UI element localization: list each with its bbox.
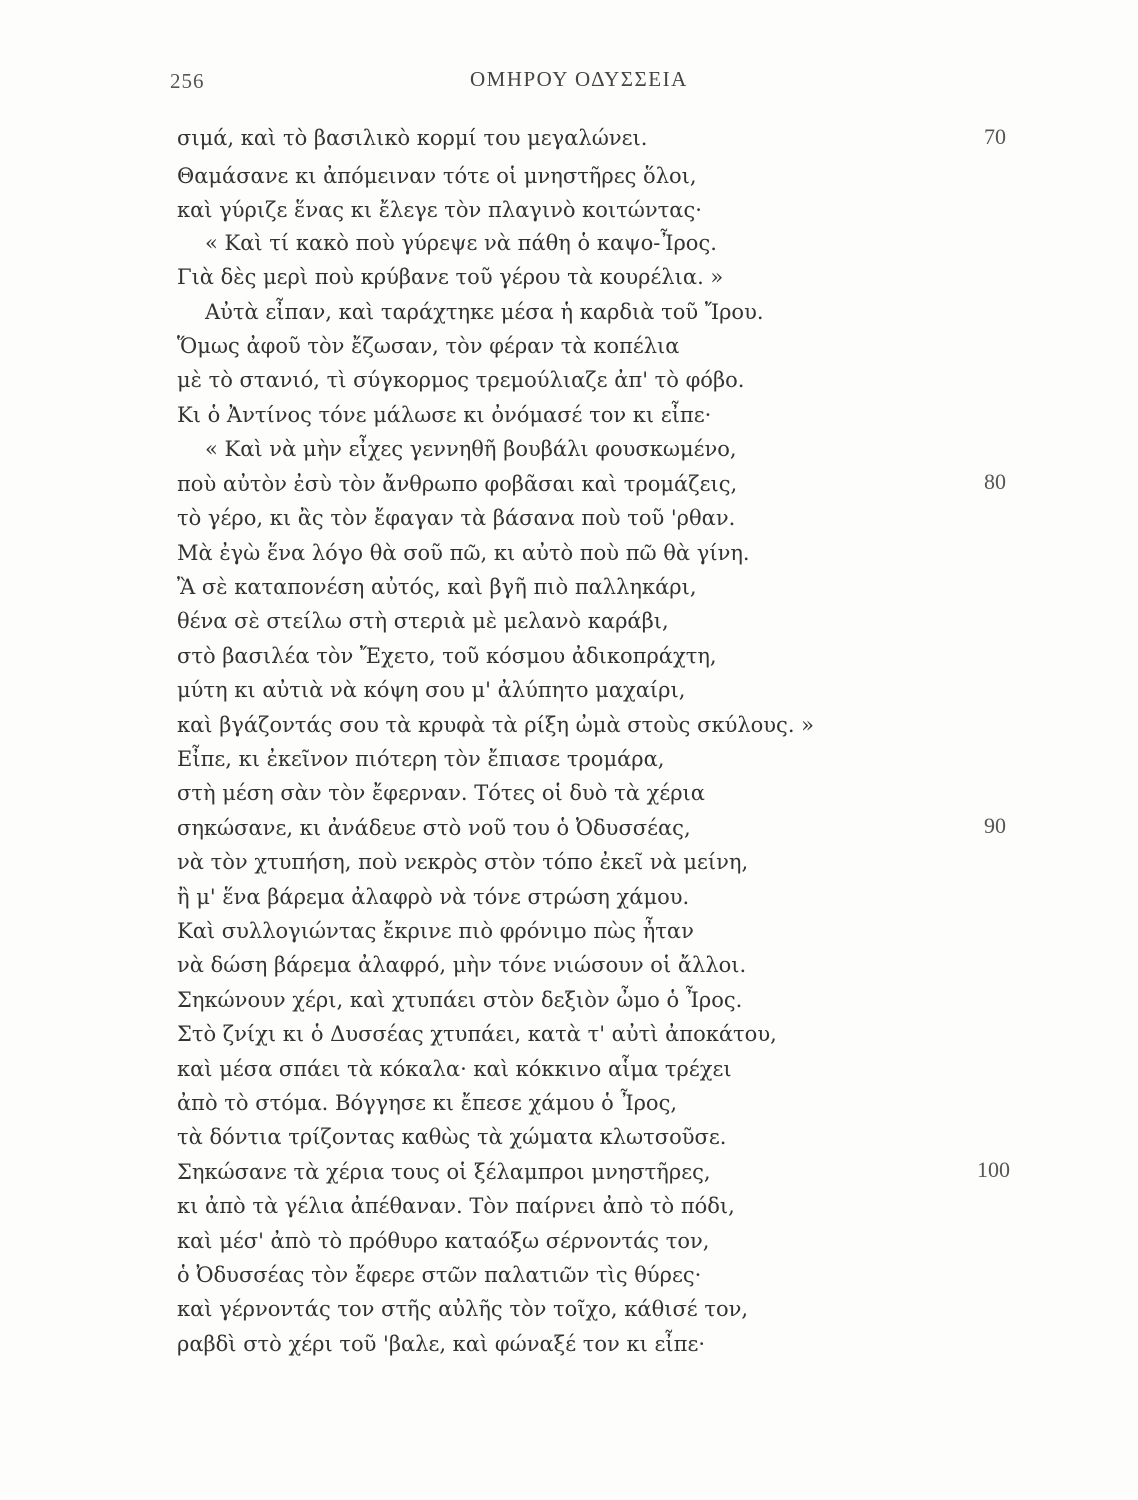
verse-line: καὶ γέρνοντάς τον στῆς αὐλῆς τὸν τοῖχο, κάθισέ τον, <box>177 1297 749 1321</box>
verse-line: καὶ μέσ' ἀπὸ τὸ πρόθυρο καταόξω σέρνοντάς τον, <box>177 1229 710 1253</box>
verse-line: τὸ γέρο, κι ἂς τὸν ἔφαγαν τὰ βάσανα ποὺ τοῦ 'ρθαν. <box>177 506 736 530</box>
verse-line: « Καὶ τί κακὸ ποὺ γύρεψε νὰ πάθη ὁ καψο-Ἶρος. <box>205 231 717 255</box>
verse-line: τὰ δόντια τρίζοντας καθὼς τὰ χώματα κλωτσοῦσε. <box>177 1125 727 1149</box>
verse-line: Σηκώσανε τὰ χέρια τους οἱ ξέλαμπροι μνηστῆρες, <box>177 1160 711 1184</box>
verse-line: ραβδὶ στὸ χέρι τοῦ 'βαλε, καὶ φώναξέ τον κι εἶπε· <box>177 1332 706 1356</box>
verse-line: σιμά, καὶ τὸ βασιλικὸ κορμί του μεγαλώνει. <box>177 126 648 150</box>
verse-line: Ὅμως ἀφοῦ τὸν ἔζωσαν, τὸν φέραν τὰ κοπέλια <box>177 334 680 358</box>
line-number: 80 <box>984 469 1006 494</box>
verse-line: Γιὰ δὲς μερὶ ποὺ κρύβανε τοῦ γέρου τὰ κουρέλια. » <box>177 265 724 289</box>
verse-line: ὁ Ὀδυσσέας τὸν ἔφερε στῶν παλατιῶν τὶς θύρες· <box>177 1263 702 1287</box>
line-number: 70 <box>984 124 1006 149</box>
verse-line: Καὶ συλλογιώντας ἔκρινε πιὸ φρόνιμο πὼς ἦταν <box>177 919 694 943</box>
verse-line: μύτη κι αὐτιὰ νὰ κόψη σου μ' ἀλύπητο μαχαίρι, <box>177 678 686 702</box>
verse-line: Εἶπε, κι ἐκεῖνον πιότερη τὸν ἔπιασε τρομάρα, <box>177 747 665 771</box>
verse-line: καὶ βγάζοντάς σου τὰ κρυφὰ τὰ ρίξη ὠμὰ στοὺς σκύλους. » <box>177 713 815 737</box>
verse-line: θένα σὲ στείλω στὴ στεριὰ μὲ μελανὸ καράβι, <box>177 609 669 633</box>
verse-line: Στὸ ζνίχι κι ὁ Δυσσέας χτυπάει, κατὰ τ' αὐτὶ ἀποκάτου, <box>177 1022 777 1046</box>
verse-line: Ἂ σὲ καταπονέση αὐτός, καὶ βγῆ πιὸ παλληκάρι, <box>177 575 697 599</box>
verse-line: ἀπὸ τὸ στόμα. Βόγγησε κι ἔπεσε χάμου ὁ Ἶρος, <box>177 1091 678 1115</box>
verse-line: στὸ βασιλέα τὸν Ἔχετο, τοῦ κόσμου ἀδικοπράχτη, <box>177 644 717 668</box>
verse-line: Μὰ ἐγὼ ἕνα λόγο θὰ σοῦ πῶ, κι αὐτὸ ποὺ πῶ θὰ γίνη. <box>177 541 750 565</box>
verse-line: σηκώσανε, κι ἀνάδευε στὸ νοῦ του ὁ Ὀδυσσέας, <box>177 816 691 840</box>
verse-line: καὶ μέσα σπάει τὰ κόκαλα· καὶ κόκκινο αἷμα τρέχει <box>177 1057 732 1081</box>
verse-line: νὰ τὸν χτυπήση, ποὺ νεκρὸς στὸν τόπο ἐκεῖ νὰ μείνη, <box>177 850 749 874</box>
verse-line: νὰ δώση βάρεμα ἀλαφρό, μὴν τόνε νιώσουν οἱ ἄλλοι. <box>177 953 747 977</box>
verse-line: μὲ τὸ στανιό, τὶ σύγκορμος τρεμούλιαζε ἀπ' τὸ φόβο. <box>177 368 745 392</box>
verse-line: κι ἀπὸ τὰ γέλια ἀπέθαναν. Τὸν παίρνει ἀπὸ τὸ πόδι, <box>177 1194 735 1218</box>
line-number: 90 <box>984 813 1006 838</box>
verse-line: ἢ μ' ἕνα βάρεμα ἀλαφρὸ νὰ τόνε στρώση χάμου. <box>177 885 690 909</box>
running-head: ΟΜΗΡΟΥ ΟΔΥΣΣΕΙΑ <box>470 67 688 91</box>
verse-line: Κι ὁ Ἀντίνος τόνε μάλωσε κι ὀνόμασέ τον κι εἶπε· <box>177 403 712 427</box>
verse-line: καὶ γύριζε ἕνας κι ἔλεγε τὸν πλαγινὸ κοιτώντας· <box>177 198 702 222</box>
line-number: 100 <box>977 1157 1010 1182</box>
verse-line: « Καὶ νὰ μὴν εἶχες γεννηθῆ βουβάλι φουσκωμένο, <box>205 437 737 461</box>
verse-line: Θαμάσανε κι ἀπόμειναν τότε οἱ μνηστῆρες ὅλοι, <box>177 164 697 188</box>
verse-line: στὴ μέση σὰν τὸν ἔφερναν. Τότες οἱ δυὸ τὰ χέρια <box>177 781 705 805</box>
verse-line: ποὺ αὐτὸν ἐσὺ τὸν ἄνθρωπο φοβᾶσαι καὶ τρομάζεις, <box>177 472 738 496</box>
verse-line: Αὐτὰ εἶπαν, καὶ ταράχτηκε μέσα ἡ καρδιὰ τοῦ Ἴρου. <box>205 300 764 324</box>
page-number: 256 <box>170 69 205 93</box>
verse-line: Σηκώνουν χέρι, καὶ χτυπάει στὸν δεξιὸν ὦμο ὁ Ἶρος. <box>177 988 743 1012</box>
